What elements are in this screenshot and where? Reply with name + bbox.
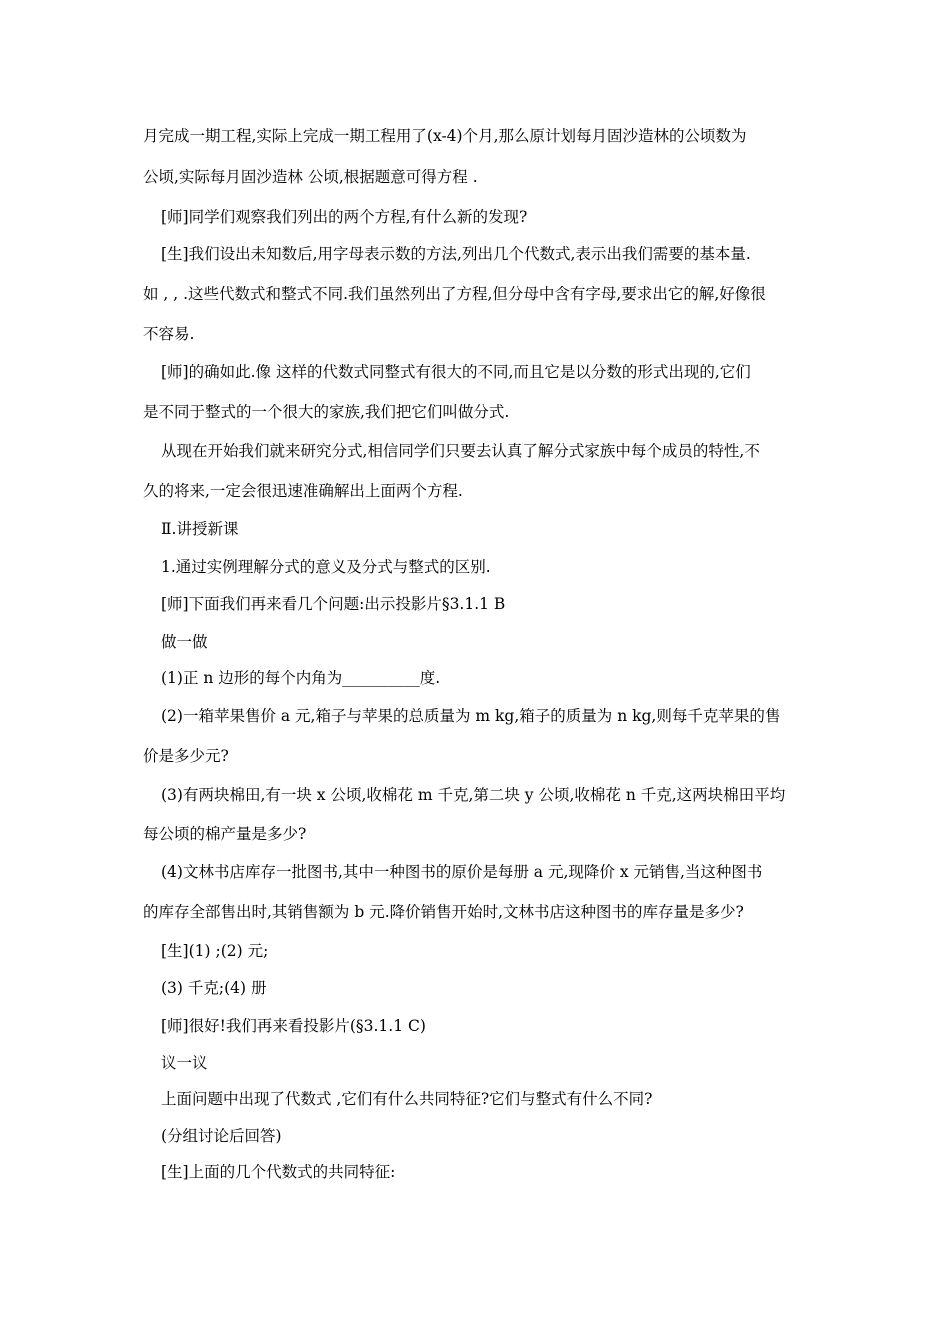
text-line: [师]同学们观察我们列出的两个方程,有什么新的发现? xyxy=(161,208,528,226)
text-line: 上面问题中出现了代数式 ,它们有什么共同特征?它们与整式有什么不同? xyxy=(161,1090,653,1108)
text-line: [生](1) ;(2) 元; xyxy=(161,942,269,960)
text-line: (3) 千克;(4) 册 xyxy=(161,979,267,997)
text-line: (3)有两块棉田,有一块 x 公顷,收棉花 m 千克,第二块 y 公顷,收棉花 n 千克,这两块棉田平均 xyxy=(161,786,786,804)
text-line: 如 , , .这些代数式和整式不同.我们虽然列出了方程,但分母中含有字母,要求出它的解,好像很 xyxy=(143,285,766,303)
text-line: 价是多少元? xyxy=(143,747,229,765)
text-line: (分组讨论后回答) xyxy=(161,1127,282,1145)
text-line: [师]的确如此.像 这样的代数式同整式有很大的不同,而且它是以分数的形式出现的,它们 xyxy=(161,363,751,381)
text-line: 月完成一期工程,实际上完成一期工程用了(x-4)个月,那么原计划每月固沙造林的公顷数为 xyxy=(143,127,747,145)
text-line: 不容易. xyxy=(143,325,195,343)
text-line: 1.通过实例理解分式的意义及分式与整式的区别. xyxy=(161,558,491,576)
text-line: (4)文林书店库存一批图书,其中一种图书的原价是每册 a 元,现降价 x 元销售,当这种图书 xyxy=(161,863,763,881)
text-line: 的库存全部售出时,其销售额为 b 元.降价销售开始时,文林书店这种图书的库存量是多少? xyxy=(143,903,744,921)
text-line: [师]下面我们再来看几个问题:出示投影片§3.1.1 B xyxy=(161,595,506,613)
text-line: (1)正 n 边形的每个内角为__________度. xyxy=(161,669,441,687)
text-line: 久的将来,一定会很迅速准确解出上面两个方程. xyxy=(143,482,463,500)
text-line: 每公顷的棉产量是多少? xyxy=(143,825,307,843)
text-line: 公顷,实际每月固沙造林 公顷,根据题意可得方程 . xyxy=(143,168,478,186)
text-line: [生]我们设出未知数后,用字母表示数的方法,列出几个代数式,表示出我们需要的基本量. xyxy=(161,245,751,263)
text-line: [生]上面的几个代数式的共同特征: xyxy=(161,1163,396,1181)
section-heading: Ⅱ.讲授新课 xyxy=(161,520,239,538)
text-line: 是不同于整式的一个很大的家族,我们把它们叫做分式. xyxy=(143,403,510,421)
text-line: 议一议 xyxy=(161,1054,208,1072)
text-line: 从现在开始我们就来研究分式,相信同学们只要去认真了解分式家族中每个成员的特性,不 xyxy=(161,442,760,460)
text-line: [师]很好!我们再来看投影片(§3.1.1 C) xyxy=(161,1017,426,1035)
text-line: (2)一箱苹果售价 a 元,箱子与苹果的总质量为 m kg,箱子的质量为 n kg,则每千克苹果的售 xyxy=(161,707,781,725)
text-line: 做一做 xyxy=(161,633,208,651)
